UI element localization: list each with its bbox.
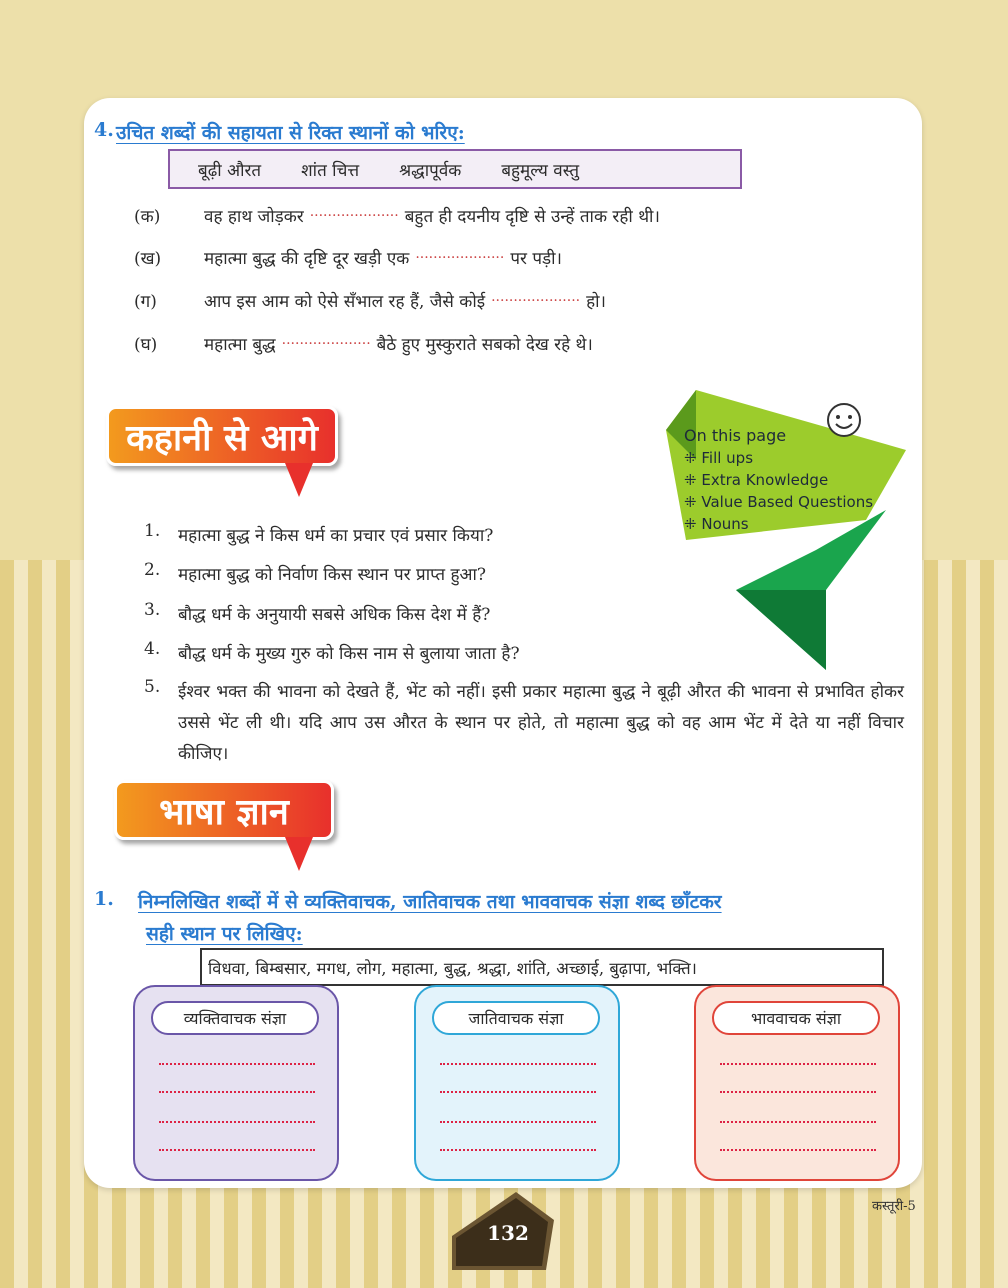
item-label: (ख) [134, 249, 162, 269]
question-item: 2. महात्मा बुद्ध को निर्वाण किस स्थान पर प्राप्त हुआ? [144, 560, 486, 585]
fill-item-ga [134, 289, 606, 312]
q4-word-box [168, 149, 742, 189]
fill-item-gha [134, 332, 593, 355]
item-text: आप इस आम को ऐसे सँभाल रह हैं, जैसे कोई [204, 292, 486, 312]
q1-heading-line1: निम्नलिखित शब्दों में से व्यक्तिवाचक, जातिवाचक तथा भाववाचक संज्ञा शब्द छाँटकर [138, 891, 722, 913]
common-noun-column [414, 985, 620, 1181]
item-text: पर पड़ी। [510, 249, 562, 269]
q1-heading-line2: सही स्थान पर लिखिए: [146, 923, 303, 945]
answer-line[interactable] [720, 1121, 876, 1123]
blank-line[interactable]: .................... [309, 204, 399, 220]
word-option: बहुमूल्य वस्तु [501, 160, 580, 181]
banner-title: कहानी से आगे [126, 416, 318, 459]
item-text: महात्मा बुद्ध [204, 335, 276, 355]
answer-line[interactable] [159, 1063, 315, 1065]
column-title: जातिवाचक संज्ञा [432, 1001, 600, 1035]
answer-line[interactable] [159, 1149, 315, 1151]
word-option: श्रद्धापूर्वक [399, 160, 462, 181]
question-item: 3. बौद्ध धर्म के अनुयायी सबसे अधिक किस देश में हैं? [144, 600, 491, 625]
item-text: हो। [586, 292, 606, 312]
blank-line[interactable]: .................... [415, 246, 505, 262]
page-number-badge [446, 1190, 558, 1272]
ribbon-item: ⁜ Fill ups [684, 449, 754, 467]
word-option: बूढ़ी औरत [198, 160, 262, 181]
question-item: 1. महात्मा बुद्ध ने किस धर्म का प्रचार एवं प्रसार किया? [144, 521, 494, 546]
q4-number: 4. [94, 119, 114, 141]
answer-line[interactable] [440, 1121, 596, 1123]
item-label: (क) [134, 207, 161, 227]
answer-line[interactable] [159, 1121, 315, 1123]
q1-word-box: विधवा, बिम्बसार, मगध, लोग, महात्मा, बुद्ध, श्रद्धा, शांति, अच्छाई, बुढ़ापा, भक्ति। [200, 948, 884, 986]
ribbon-item: ⁜ Extra Knowledge [684, 471, 829, 489]
section-banner-language-knowledge [114, 780, 334, 840]
banner-tail [285, 463, 313, 497]
item-label: (घ) [134, 335, 158, 355]
word-option: शांत चित्त [301, 160, 360, 181]
answer-line[interactable] [720, 1091, 876, 1093]
answer-line[interactable] [440, 1063, 596, 1065]
item-text: वह हाथ जोड़कर [204, 207, 304, 227]
answer-line[interactable] [440, 1091, 596, 1093]
on-this-page-list [684, 426, 873, 535]
banner-title: भाषा ज्ञान [159, 790, 289, 833]
q4-heading: उचित शब्दों की सहायता से रिक्त स्थानों को भरिए: [116, 122, 465, 144]
item-text: बहुत ही दयनीय दृष्टि से उन्हें ताक रही थी। [404, 207, 660, 227]
ribbon-title: On this page [684, 426, 787, 445]
answer-line[interactable] [440, 1149, 596, 1151]
blank-line[interactable]: .................... [281, 332, 371, 348]
blank-line[interactable]: .................... [491, 289, 581, 305]
ribbon-item: ⁜ Nouns [684, 515, 749, 533]
item-label: (ग) [134, 292, 157, 312]
page-number: 132 [487, 1221, 529, 1245]
item-text: महात्मा बुद्ध की दृष्टि दूर खड़ी एक [204, 249, 410, 269]
answer-line[interactable] [159, 1091, 315, 1093]
abstract-noun-column [694, 985, 900, 1181]
question-item: 5. ईश्वर भक्त की भावना को देखते हैं, भेंट को नहीं। इसी प्रकार महात्मा बुद्ध ने बूढ़ी औरत की भावना से प्रभावित होकर उससे भेंट ली थी। यदि आप उस औरत के स्थान पर होते, तो महात्मा बुद्ध को वह आम भेंट में देते या नहीं विचार कीजिए। [144, 677, 904, 764]
column-title: व्यक्तिवाचक संज्ञा [151, 1001, 319, 1035]
question-item: 4. बौद्ध धर्म के मुख्य गुरु को किस नाम से बुलाया जाता है? [144, 639, 520, 664]
ribbon-item: ⁜ Value Based Questions [684, 493, 874, 511]
column-title: भाववाचक संज्ञा [712, 1001, 880, 1035]
q1-number: 1. [94, 888, 114, 910]
item-text: बैठे हुए मुस्कुराते सबको देख रहे थे। [376, 335, 593, 355]
fill-item-kha [134, 246, 562, 269]
fill-item-ka [134, 204, 660, 227]
proper-noun-column [133, 985, 339, 1181]
book-name: कस्तूरी-5 [872, 1199, 916, 1214]
section-banner-story-ahead [106, 406, 338, 466]
banner-tail [285, 837, 313, 871]
answer-line[interactable] [720, 1063, 876, 1065]
answer-line[interactable] [720, 1149, 876, 1151]
